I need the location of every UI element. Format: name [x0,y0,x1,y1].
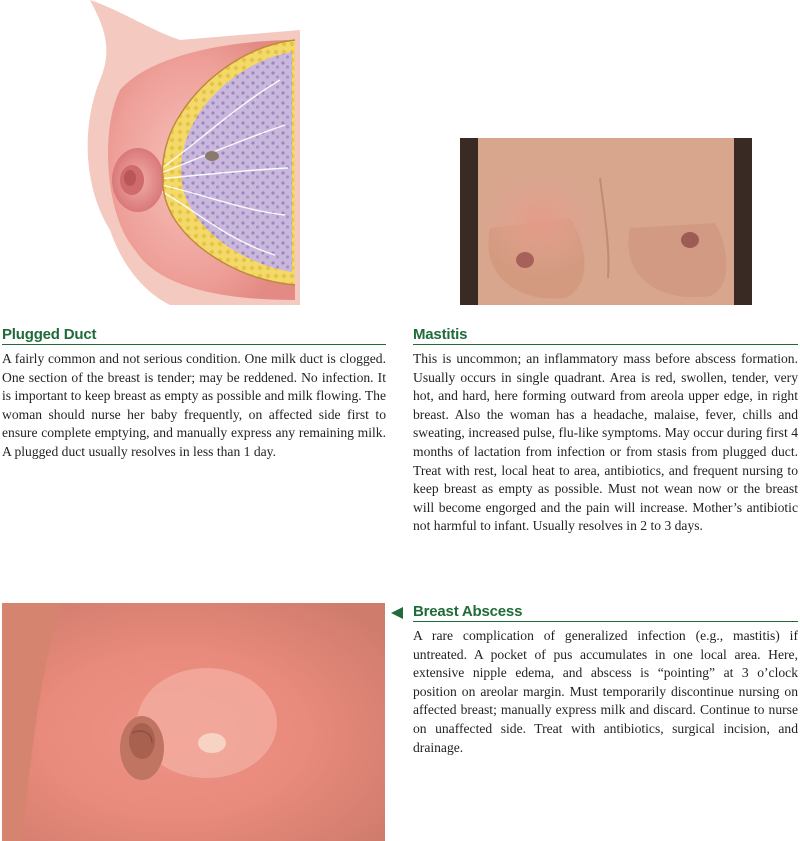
plugged-duct-rule [2,344,386,345]
mastitis-rule [413,344,798,345]
plugged-duct-title: Plugged Duct [2,326,97,343]
breast-abscess-photo [2,603,385,841]
breast-abscess-title: Breast Abscess [413,603,523,620]
mastitis-photo [460,138,752,305]
breast-abscess-text: A rare complication of generalized infection (e.g., mastitis) if untreated. A pocket of pus accumulates in one local area. Here, extensive nipple edema, and abscess is “pointing” at 3 o’clock position on areolar margin. Must temporarily discontinue nursing on affected breast; manually express milk and discard. Continue to nurse on unaffected side. Treat with antibiotics, surgical incision, and drainage. [413,628,798,755]
breast-abscess-rule [413,621,798,622]
pointer-arrow-icon [391,607,403,619]
plugged-duct-illustration [80,0,300,305]
mastitis-text: This is uncommon; an inflammatory mass before abscess formation. Usually occurs in single quadrant. Area is red, swollen, tender, very hot, and hard, here forming outward from areola upper edge, in right breast. Also the woman has a headache, malaise, fever, chills and sweating, increased pulse, flu-like symptoms. May occur during first 4 months of lactation from infection or from stasis from plugged duct. Treat with rest, local heat to area, antibiotics, and frequent nursing to keep breast as empty as possible. Must not wean now or the breast will become engorged and the pain will increase. Mother’s antibiotic not harmful to infant. Usually resolves in 2 to 3 days. [413,351,798,534]
mastitis-title: Mastitis [413,326,468,343]
plugged-duct-text: A fairly common and not serious condition. One milk duct is clogged. One section of the breast is tender; may be reddened. No infection. It is important to keep breast as empty as possible and milk flowing. The woman should nurse her baby frequently, on affected side first to ensure complete emptying, and manually express any remaining milk. A plugged duct usually resolves in less than 1 day. [2,351,386,459]
